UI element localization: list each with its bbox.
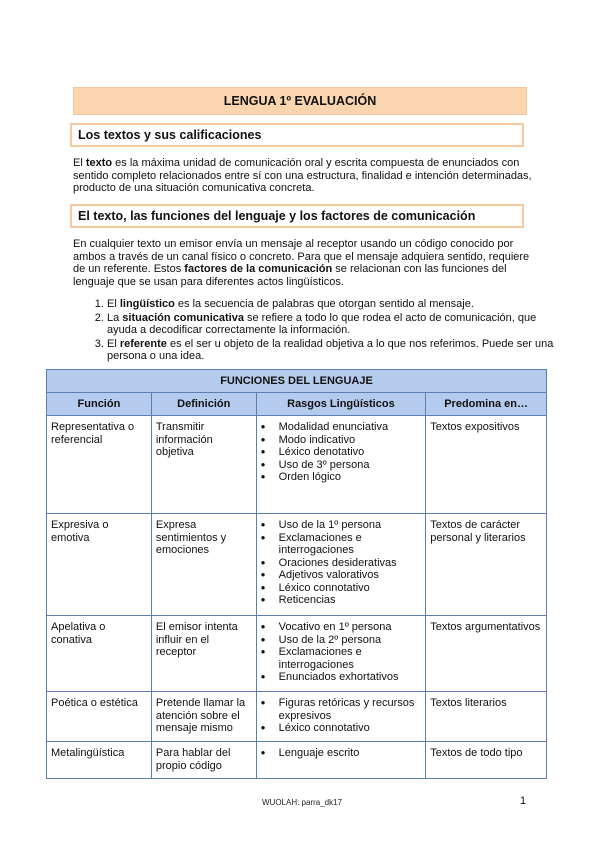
cell-funcion: Apelativa o conativa [47,616,152,692]
page-title [73,87,527,115]
rasgo-item: ● Modalidad enunciativa [277,421,421,434]
section-heading-textos [70,123,524,147]
paragraph-factores [73,238,535,288]
cell-rasgos [256,742,426,779]
factor-item [107,298,567,311]
cell-funcion: Metalingüística [47,742,152,779]
rasgo-item: ● Léxico denotativo [277,446,421,459]
table-title: FUNCIONES DEL LENGUAJE [47,370,547,393]
paragraph-factores-c: se relacionan con las funciones del lenguaje que se usan para diferentes actos lingüísticos. [73,263,507,288]
factor-item [107,338,567,363]
cell-predomina: Textos de todo tipo [426,742,547,779]
table-row [47,692,547,742]
paragraph-factores-a: En cualquier texto un emisor envía un mensaje al receptor usando un código conocido por ambos a través de un canal físico o concreto. Para que el mensaje adquiera sentido, requiere de un referente. Estos [73,238,530,276]
factor-pre: El [107,337,120,350]
cell-predomina: Textos literarios [426,692,547,742]
cell-funcion: Representativa o referencial [47,416,152,514]
cell-definicion: Para hablar del propio código [151,742,256,779]
paragraph-texto-c: es la máxima unidad de comunicación oral y escrita compuesta de enunciados con sentido completo relacionados entre sí con una estructura, finalidad e intención determinadas, producto de una situación comunicativa concreta. [73,157,532,195]
rasgo-item: ● Exclamaciones e interrogaciones [277,646,421,671]
rasgo-item: ● Vocativo en 1º persona [277,621,421,634]
cell-funcion: Poética o estética [47,692,152,742]
rasgo-item: ● Léxico connotativo [277,722,421,735]
rasgo-item: ● Adjetivos valorativos [277,569,421,582]
column-header-definicion: Definición [151,393,256,416]
factor-post: es la secuencia de palabras que otorgan sentido al mensaje. [174,298,474,310]
cell-definicion: Transmitir información objetiva [151,416,256,514]
factor-term: lingüístico [119,298,175,310]
footer-watermark: WUOLAH: parra_dk17 [262,798,343,807]
paragraph-texto-term: texto [85,157,113,169]
rasgo-item: ● Modo indicativo [277,434,421,447]
cell-definicion: El emisor intenta influir en el receptor [151,616,256,692]
column-header-predomina: Predomina en… [426,393,547,416]
cell-predomina: Textos de carácter personal y literarios [426,514,547,616]
rasgo-item: ● Lenguaje escrito [277,747,421,760]
page-title-text: LENGUA 1º EVALUACIÓN [223,94,377,108]
table-row [47,514,547,616]
cell-predomina: Textos expositivos [426,416,547,514]
section-heading-textos-text: Los textos y sus calificaciones [78,128,262,142]
section-heading-funciones-text: El texto, las funciones del lenguaje y los factores de comunicación [78,209,476,223]
rasgo-item: ● Enunciados exhortativos [277,671,421,684]
rasgo-item: ● Uso de la 2º persona [277,634,421,647]
rasgo-item: ● Reticencias [277,594,421,607]
cell-definicion: Pretende llamar la atención sobre el mensaje mismo [151,692,256,742]
cell-rasgos [256,616,426,692]
factor-term: situación comunicativa [122,311,244,324]
column-header-rasgos: Rasgos Lingüísticos [256,393,426,416]
rasgo-item: ● Léxico connotativo [277,582,421,595]
cell-rasgos [256,514,426,616]
factor-pre: El [107,298,120,310]
functions-table [46,369,547,779]
cell-predomina: Textos argumentativos [426,616,547,692]
paragraph-factores-term: factores de la comunicación [184,263,333,276]
cell-funcion: Expresiva o emotiva [47,514,152,616]
table-row [47,416,547,514]
rasgo-item: ● Uso de 3º persona [277,459,421,472]
table-row [47,742,547,779]
paragraph-texto-definition [73,157,535,195]
factor-post: es el ser u objeto de la realidad objetiva a lo que nos referimos. Puede ser una persona o una idea. [107,337,554,362]
rasgo-item: ● Oraciones desiderativas [277,557,421,570]
factors-list [73,298,567,364]
factor-post: se refiere a todo lo que rodea el acto de comunicación, que ayuda a decodificar correctamente la información. [107,311,537,336]
cell-definicion: Expresa sentimientos y emociones [151,514,256,616]
rasgo-item: ● Uso de la 1º persona [277,519,421,532]
rasgo-item: ● Figuras retóricas y recursos expresivos [277,697,421,722]
factor-term: referente [119,337,167,350]
page-number: 1 [520,795,527,807]
column-header-funcion: Función [47,393,152,416]
factor-item [107,312,567,337]
rasgo-item: ● Orden lógico [277,471,421,484]
cell-rasgos [256,692,426,742]
cell-rasgos [256,416,426,514]
paragraph-texto-a: El [73,157,86,169]
rasgo-item: ● Exclamaciones e interrogaciones [277,532,421,557]
table-row [47,616,547,692]
section-heading-funciones [70,204,524,228]
factor-pre: La [107,311,123,324]
